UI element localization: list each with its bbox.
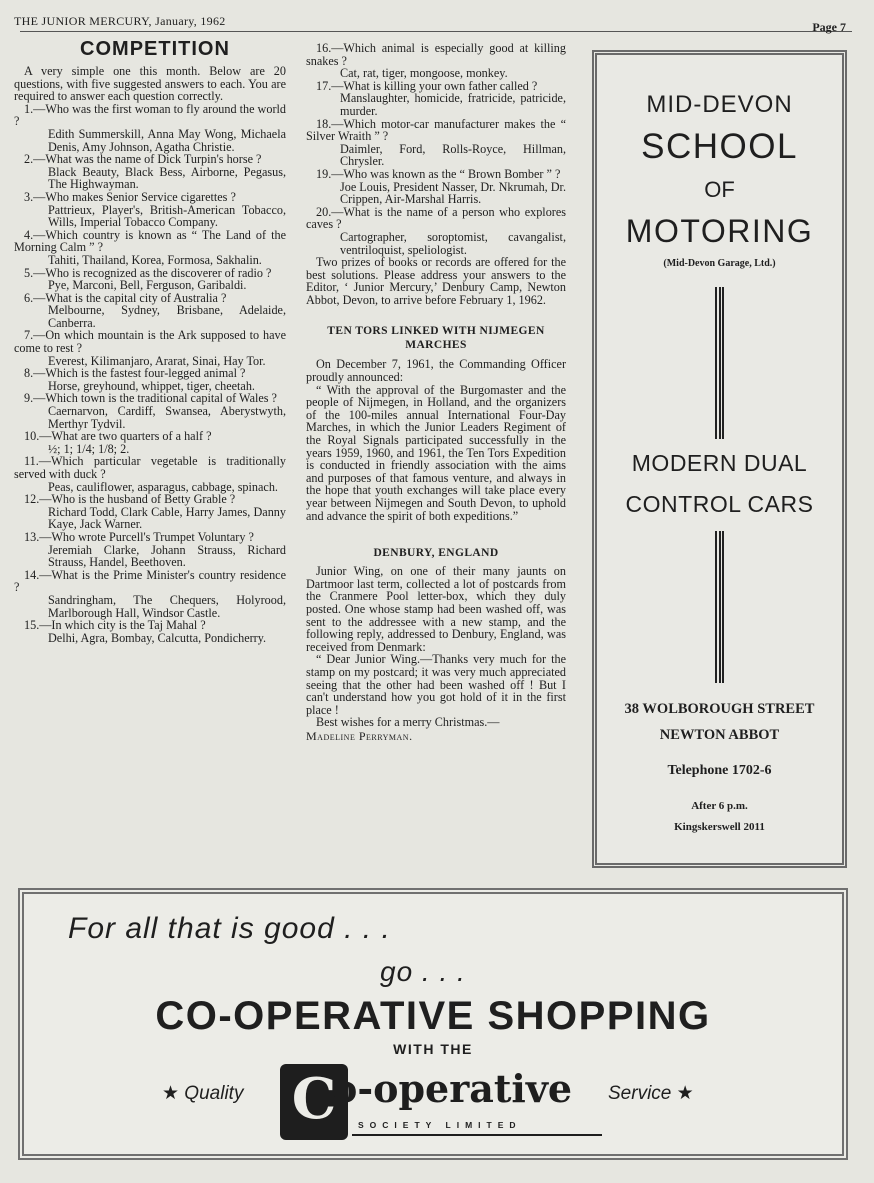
question-text: 12.—Who is the husband of Betty Grable ?	[24, 492, 236, 507]
publication-title: THE JUNIOR MERCURY, January, 1962	[14, 14, 226, 28]
coop-for-all: For all that is good . . .	[68, 912, 391, 945]
question-item	[14, 569, 286, 619]
denbury-body: Junior Wing, on one of their many jaunts on Dartmoor last term, collected a lot of postcards from the Cranmere Pool letter-box, which they duly posted. One whose stamp had been washed off, was sent to the addressee with a new stamp, and the following reply, addressed to Denbury, England, was received from Denmark:	[306, 564, 566, 654]
denbury-letter: “ Dear Junior Wing.—Thanks very much for the stamp on my postcard; it was very much appreciated seeing that the other had been washed off ! But I can't understand how you got hold of it in the first place !	[306, 652, 566, 717]
question-answers: Black Beauty, Black Bess, Airborne, Pegasus, The Highwayman.	[48, 164, 286, 192]
question-item	[14, 103, 286, 153]
question-item	[14, 367, 286, 392]
coop-logo-text: o-operative	[332, 1066, 573, 1111]
question-text: 1.—Who was the first woman to fly around the world ?	[14, 101, 286, 129]
page-number: Page 7	[812, 20, 846, 34]
question-item	[14, 455, 286, 493]
question-answers: Peas, cauliflower, asparagus, cabbage, spinach.	[48, 479, 278, 494]
question-item	[306, 168, 566, 206]
question-text: 13.—Who wrote Purcell's Trumpet Voluntary ?	[24, 529, 254, 544]
question-text: 14.—What is the Prime Minister's country residence ?	[14, 567, 286, 595]
cooperative-advert	[18, 888, 848, 1160]
question-answers: Caernarvon, Cardiff, Swansea, Aberystwyth, Merthyr Tydvil.	[48, 404, 286, 431]
question-item	[14, 392, 286, 430]
ad-town: NEWTON ABBOT	[659, 727, 780, 743]
question-item	[306, 42, 566, 80]
question-item	[14, 329, 286, 367]
question-answers: Jeremiah Clarke, Johann Strauss, Richard Strauss, Handel, Beethoven.	[48, 542, 286, 570]
ad-garage-name: (Mid-Devon Garage, Ltd.)	[663, 258, 776, 269]
question-item	[306, 206, 566, 256]
question-item	[14, 229, 286, 267]
question-text: 10.—What are two quarters of a half ?	[24, 429, 212, 444]
question-text: 16.—Which animal is especially good at killing snakes ?	[306, 41, 566, 68]
ad-school: SCHOOL	[641, 127, 798, 166]
question-text: 6.—What is the capital city of Australia ?	[24, 290, 227, 305]
prizes-paragraph: Two prizes of books or records are offered for the best solutions. Please address your answers to the Editor, ‘ Junior Mercury,’ Denbury Camp, Newton Abbot, Devon, to arrive before February 1, 1962.	[306, 255, 566, 307]
question-answers: Manslaughter, homicide, fratricide, patricide, murder.	[340, 91, 566, 118]
question-list-left	[14, 103, 286, 645]
column-left	[14, 38, 286, 644]
question-text: 5.—Who is recognized as the discoverer of radio ?	[24, 265, 272, 280]
denbury-signature: Madeline Perryman.	[306, 728, 413, 743]
question-answers: Cat, rat, tiger, mongoose, monkey.	[340, 66, 508, 81]
question-text: 9.—Which town is the traditional capital of Wales ?	[24, 391, 277, 406]
ten-tors-quote: “ With the approval of the Burgomaster and the people of Nijmegen, in Holland, and the organizers of the 100-miles annual International Four-Day Marches, in which the Junior Leaders Regiment of the Royal Signals participated successfully in the years 1959, 1960, and 1961, the Ten Tors Expedition is conducted in friendly association with the aims and purposes of that famous venture, and always in the hope that youth exchanges will take place every year between Nijmegen and South Devon, to uphold and advance the spirit of both expeditions.”	[306, 382, 566, 523]
denbury-title: DENBURY, ENGLAND	[373, 547, 499, 560]
question-answers: Pattrieux, Player's, British-American Tobacco, Wills, Imperial Tobacco Company.	[48, 202, 286, 230]
question-text: 8.—Which is the fastest four-legged animal ?	[24, 366, 246, 381]
ten-tors-title: TEN TORS LINKED WITH NIJMEGEN MARCHES	[327, 325, 545, 352]
question-item	[14, 191, 286, 229]
ad-mid-devon: MID-DEVON	[646, 91, 793, 118]
question-text: 17.—What is killing your own father called ?	[316, 78, 538, 93]
question-text: 18.—Which motor-car manufacturer makes the “ Silver Wraith ” ?	[306, 116, 566, 144]
ad-after-hours: After 6 p.m.	[691, 800, 748, 812]
ad-street: 38 WOLBOROUGH STREET	[624, 701, 815, 717]
coop-quality: ★ Quality	[162, 1083, 244, 1104]
question-list-right	[306, 42, 566, 256]
question-answers: Joe Louis, President Nasser, Dr. Nkrumah, Dr. Crippen, Air-Marshal Harris.	[340, 179, 566, 207]
coop-logo-rule	[352, 1134, 602, 1136]
question-text: 2.—What was the name of Dick Turpin's horse ?	[24, 152, 262, 167]
denbury-wishes: Best wishes for a merry Christmas.—	[316, 715, 500, 730]
ad-control-cars: CONTROL CARS	[625, 491, 814, 517]
question-answers: Melbourne, Sydney, Brisbane, Adelaide, Canberra.	[48, 303, 286, 330]
ten-tors-intro: On December 7, 1961, the Commanding Officer proudly announced:	[306, 357, 566, 385]
competition-title: COMPETITION	[80, 38, 230, 60]
question-answers: Edith Summerskill, Anna May Wong, Michaela Denis, Amy Johnson, Agatha Christie.	[48, 126, 286, 154]
question-answers: Horse, greyhound, whippet, tiger, cheetah.	[48, 378, 255, 393]
coop-logo	[280, 1064, 604, 1142]
ad-motoring: MOTORING	[625, 213, 814, 249]
coop-shopping: CO-OPERATIVE SHOPPING	[155, 994, 711, 1038]
question-item	[14, 267, 286, 292]
question-item	[14, 531, 286, 569]
question-answers: Everest, Kilimanjaro, Ararat, Sinai, Hay Tor.	[48, 353, 266, 368]
ad-rule-bars-lower	[715, 531, 724, 683]
question-item	[14, 430, 286, 455]
question-text: 15.—In which city is the Taj Mahal ?	[24, 618, 206, 633]
column-middle	[306, 42, 566, 744]
ad-modern-dual: MODERN DUAL	[631, 450, 808, 476]
coop-logo-c: C	[280, 1064, 348, 1140]
question-answers: ½; 1; 1/4; 1/8; 2.	[48, 441, 130, 456]
question-item	[306, 80, 566, 118]
question-answers: Daimler, Ford, Rolls-Royce, Hillman, Chrysler.	[340, 141, 566, 169]
question-text: 4.—Which country is known as “ The Land of the Morning Calm ” ?	[14, 227, 286, 255]
coop-service: Service ★	[608, 1083, 694, 1104]
ad-of: OF	[704, 177, 735, 202]
question-text: 19.—Who was known as the “ Brown Bomber ” ?	[316, 166, 561, 181]
question-answers: Cartographer, soroptomist, cavangalist, ventriloquist, speliologist.	[340, 229, 566, 257]
question-text: 11.—Which particular vegetable is traditionally served with duck ?	[14, 454, 286, 481]
coop-go: go . . .	[380, 956, 466, 987]
question-answers: Tahiti, Thailand, Korea, Formosa, Sakhalin.	[48, 252, 262, 267]
coop-with-the: WITH THE	[393, 1041, 473, 1057]
question-answers: Richard Todd, Clark Cable, Harry James, Danny Kaye, Jack Warner.	[48, 504, 286, 532]
ad-kingskerswell: Kingskerswell 2011	[674, 821, 765, 833]
ad-rule-bars-upper	[715, 287, 724, 439]
question-item	[306, 118, 566, 168]
question-item	[14, 153, 286, 191]
question-answers: Pye, Marconi, Bell, Ferguson, Garibaldi.	[48, 278, 247, 293]
question-answers: Delhi, Agra, Bombay, Calcutta, Pondicherry.	[48, 630, 267, 645]
question-item	[14, 493, 286, 531]
question-text: 7.—On which mountain is the Ark supposed to have come to rest ?	[14, 328, 286, 356]
question-item	[14, 292, 286, 330]
question-item	[14, 619, 286, 644]
question-answers: Sandringham, The Chequers, Holyrood, Marlborough Hall, Windsor Castle.	[48, 592, 286, 620]
question-text: 20.—What is the name of a person who explores caves ?	[306, 204, 566, 232]
competition-intro: A very simple one this month. Below are 20 questions, with five suggested answers to each. You are required to answer each question correctly.	[14, 64, 286, 104]
motoring-school-advert	[592, 50, 847, 868]
question-text: 3.—Who makes Senior Service cigarettes ?	[24, 189, 236, 204]
ad-telephone: Telephone 1702-6	[667, 763, 772, 778]
coop-logo-society: SOCIETY LIMITED	[358, 1120, 522, 1130]
